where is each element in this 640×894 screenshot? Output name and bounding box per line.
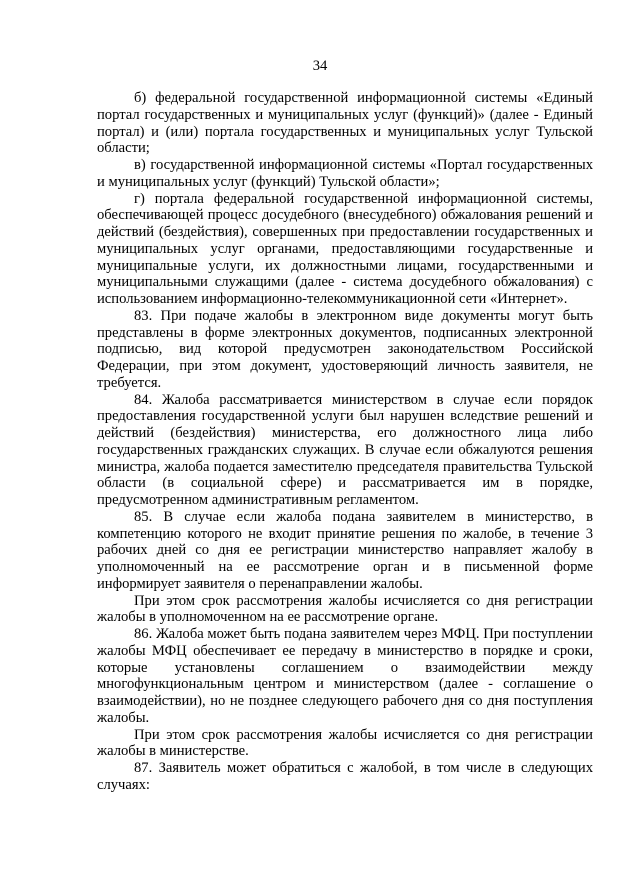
paragraph-v-regional-portal: в) государственной информационной системы «Портал государственных и муниципальных услуг (функций) Тульской области»; bbox=[97, 157, 593, 190]
paragraph-b-unified-portal: б) федеральной государственной информационной системы «Единый портал государственных и муниципальных услуг (функций)» (далее - Единый портал) и (или) портала государственных и муниципальных услуг Тульской области; bbox=[97, 90, 593, 157]
document-body bbox=[97, 90, 593, 794]
paragraph-85: 85. В случае если жалоба подана заявителем в министерство, в компетенцию которого не входит принятие решения по жалобе, в течение 3 рабочих дней со дня ее регистрации министерство направляет жалобу в уполномоченный на ее рассмотрение орган и в письменной форме информирует заявителя о перенаправлении жалобы. bbox=[97, 508, 593, 592]
page-number: 34 bbox=[312, 58, 328, 74]
paragraph-83: 83. При подаче жалобы в электронном виде документы могут быть представлены в форме электронных документов, подписанных электронной подписью, вид которой предусмотрен законодательством Российской Федерации, при этом документ, удостоверяющий личность заявителя, не требуется. bbox=[97, 307, 593, 391]
paragraph-g-appeal-system: г) портала федеральной государственной информационной системы, обеспечивающей процесс досудебного (внесудебного) обжалования решений и действий (бездействия), совершенных при предоставлении государственных и муниципальных услуг органами, предоставляющими государственные и муниципальные услуги, их должностными лицами, государственными и муниципальными служащими (далее - система досудебного обжалования) с использованием информационно-телекоммуникационной сети «Интернет». bbox=[97, 190, 593, 307]
paragraph-86: 86. Жалоба может быть подана заявителем через МФЦ. При поступлении жалобы МФЦ обеспечивает ее передачу в министерство в порядке и сроки, которые установлены соглашением о взаимодействии между многофункциональным центром и министерством (далее - соглашение о взаимодействии), но не позднее следующего рабочего дня со дня поступления жалобы. bbox=[97, 626, 593, 726]
paragraph-87: 87. Заявитель может обратиться с жалобой, в том числе в следующих случаях: bbox=[97, 760, 593, 793]
paragraph-86-term: При этом срок рассмотрения жалобы исчисляется со дня регистрации жалобы в министерстве. bbox=[97, 726, 593, 760]
paragraph-85-term: При этом срок рассмотрения жалобы исчисляется со дня регистрации жалобы в уполномоченном на ее рассмотрение органе. bbox=[97, 592, 593, 626]
paragraph-84: 84. Жалоба рассматривается министерством в случае если порядок предоставления государственной услуги был нарушен вследствие решений и действий (бездействия) министерства, его должностного лица либо государственных гражданских служащих. В случае если обжалуются решения министра, жалоба подается заместителю председателя правительства Тульской области (в социальной сфере) и рассматривается им в порядке, предусмотренном административным регламентом. bbox=[97, 391, 593, 508]
